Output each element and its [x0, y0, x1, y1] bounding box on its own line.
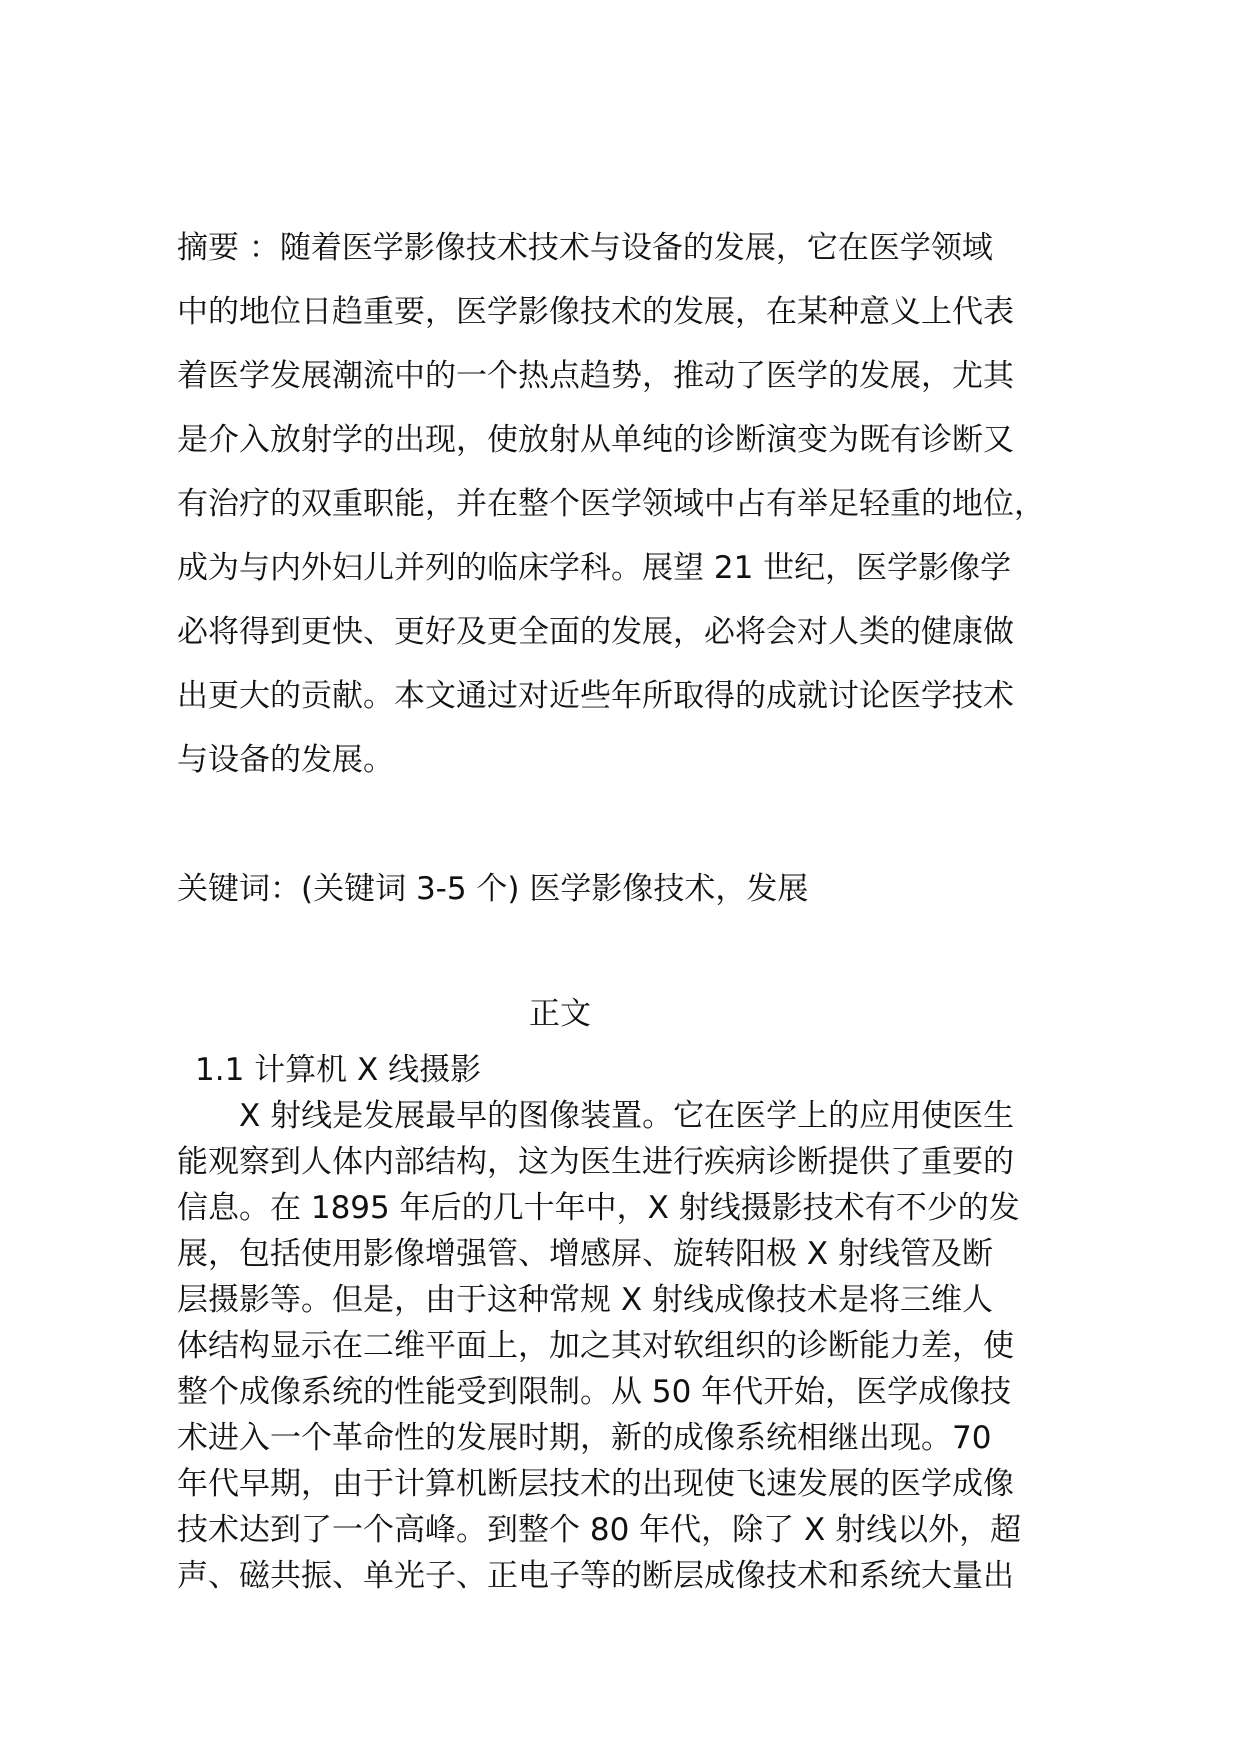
body-line: 技术达到了一个高峰。到整个 80 年代，除了 X 射线以外，超 — [177, 1512, 1022, 1548]
section-title: 1.1 计算机 X 线摄影 — [195, 1052, 482, 1088]
abstract-line: 着医学发展潮流中的一个热点趋势，推动了医学的发展，尤其 — [177, 358, 1014, 394]
body-line: 信息。在 1895 年后的几十年中，X 射线摄影技术有不少的发 — [177, 1190, 1020, 1226]
body-line: 整个成像系统的性能受到限制。从 50 年代开始，医学成像技 — [177, 1374, 1012, 1410]
body-line: 声、磁共振、单光子、正电子等的断层成像技术和系统大量出 — [177, 1558, 1014, 1594]
abstract-line: 是介入放射学的出现，使放射从单纯的诊断演变为既有诊断又 — [177, 422, 1014, 458]
body-line: 术进入一个革命性的发展时期，新的成像系统相继出现。70 — [177, 1420, 992, 1456]
abstract-line: 摘要 ：随着医学影像技术技术与设备的发展，它在医学领域 — [177, 230, 993, 266]
abstract-line: 与设备的发展。 — [177, 742, 394, 778]
main-heading: 正文 — [529, 996, 591, 1032]
body-line: 展，包括使用影像增强管、增感屏、旋转阳极 X 射线管及断 — [177, 1236, 993, 1272]
body-line: 年代早期，由于计算机断层技术的出现使飞速发展的医学成像 — [177, 1466, 1014, 1502]
keywords: 关键词：(关键词 3-5 个) 医学影像技术，发展 — [177, 871, 809, 907]
abstract-line: 必将得到更快、更好及更全面的发展，必将会对人类的健康做 — [177, 614, 1014, 650]
body-line: 层摄影等。但是，由于这种常规 X 射线成像技术是将三维人 — [177, 1282, 993, 1318]
abstract-line: 有治疗的双重职能，并在整个医学领域中占有举足轻重的地位， — [177, 486, 1045, 522]
abstract-line: 中的地位日趋重要，医学影像技术的发展，在某种意义上代表 — [177, 294, 1014, 330]
body-line: X 射线是发展最早的图像装置。它在医学上的应用使医生 — [177, 1098, 1015, 1134]
body-line: 能观察到人体内部结构，这为医生进行疾病诊断提供了重要的 — [177, 1144, 1014, 1180]
abstract-line: 出更大的贡献。本文通过对近些年所取得的成就讨论医学技术 — [177, 678, 1014, 714]
abstract-line: 成为与内外妇儿并列的临床学科。展望 21 世纪，医学影像学 — [177, 550, 1012, 586]
body-line: 体结构显示在二维平面上，加之其对软组织的诊断能力差，使 — [177, 1328, 1014, 1364]
